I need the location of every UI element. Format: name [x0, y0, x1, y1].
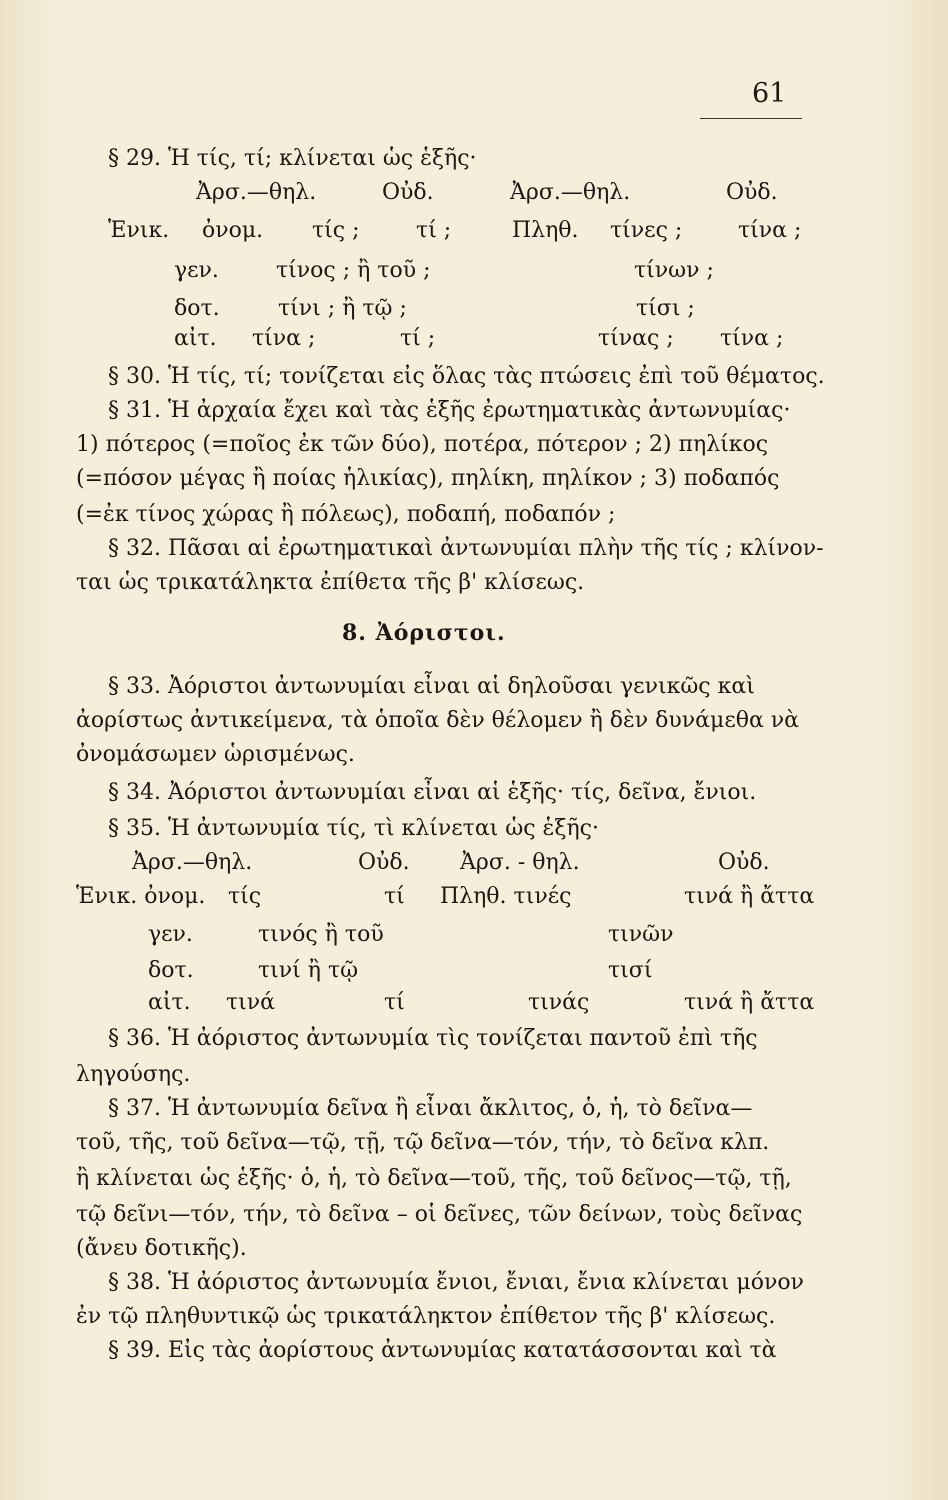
table2-cell: Πληθ. τινές	[440, 884, 572, 909]
table1-cell: Ἑνικ.	[108, 218, 170, 243]
table2-cell: τινός ἢ τοῦ	[258, 922, 384, 947]
table1-cell: γεν.	[174, 258, 219, 283]
paragraph-33-line-1: § 33. Ἀόριστοι ἀντωνυμίαι εἶναι αἱ δηλοῦσαι γενικῶς καὶ	[108, 674, 755, 699]
paragraph-31-line-1: § 31. Ἡ ἀρχαία ἔχει καὶ τὰς ἑξῆς ἐρωτηματικὰς ἀντωνυμίας·	[108, 398, 791, 423]
paragraph-30: § 30. Ἡ τίς, τί; τονίζεται εἰς ὅλας τὰς πτώσεις ἐπὶ τοῦ θέματος.	[108, 364, 825, 389]
table2-header-masc-fem: Ἀρσ.—θηλ.	[132, 850, 253, 875]
paragraph-33-line-2: ἀορίστως ἀντικείμενα, τὰ ὁποῖα δὲν θέλομεν ἢ δὲν δυνάμεθα νὰ	[76, 708, 800, 733]
paragraph-37-line-2: τοῦ, τῆς, τοῦ δεῖνα—τῷ, τῇ, τῷ δεῖνα—τόν, τήν, τὸ δεῖνα κλπ.	[76, 1130, 770, 1155]
paragraph-38-line-2: ἐν τῷ πληθυντικῷ ὡς τρικατάληκτον ἐπίθετον τῆς β' κλίσεως.	[76, 1304, 776, 1329]
paragraph-37-line-1: § 37. Ἡ ἀντωνυμία δεῖνα ἢ εἶναι ἄκλιτος, ὁ, ἡ, τὸ δεῖνα—	[108, 1096, 753, 1121]
table2-cell: δοτ.	[148, 958, 194, 983]
table2-header-masc-fem-plural: Ἀρσ. - θηλ.	[460, 850, 580, 875]
table1-cell: τίνες ;	[610, 218, 683, 243]
table1-cell: τί ;	[400, 326, 436, 351]
table1-cell: τί ;	[416, 218, 452, 243]
table1-cell: τίνων ;	[634, 258, 714, 283]
table1-cell: ὀνομ.	[202, 218, 264, 243]
paragraph-31-line-3: (=πόσον μέγας ἢ ποίας ἡλικίας), πηλίκη, πηλίκον ; 3) ποδαπός	[76, 466, 780, 491]
table2-header-neut-plural: Οὐδ.	[718, 850, 770, 875]
table2-cell: τινῶν	[608, 922, 674, 947]
table1-header-masc-fem-plural: Ἀρσ.—θηλ.	[510, 180, 631, 205]
paragraph-32-line-2: ται ὡς τρικατάληκτα ἐπίθετα τῆς β' κλίσεως.	[76, 570, 585, 595]
section-heading: 8. Ἀόριστοι.	[342, 620, 506, 646]
table1-cell: τίνας ;	[598, 326, 674, 351]
paragraph-31-line-4: (=ἐκ τίνος χώρας ἢ πόλεως), ποδαπή, ποδαπόν ;	[76, 502, 616, 527]
table1-cell: τίνα ;	[252, 326, 316, 351]
table1-cell: δοτ.	[174, 296, 220, 321]
table2-cell: Ἑνικ. ὀνομ.	[76, 884, 206, 909]
paragraph-39: § 39. Εἰς τὰς ἀορίστους ἀντωνυμίας κατατάσσονται καὶ τὰ	[108, 1338, 777, 1363]
table2-cell: τινάς	[528, 990, 590, 1015]
paragraph-38-line-1: § 38. Ἡ ἀόριστος ἀντωνυμία ἔνιοι, ἔνιαι, ἔνια κλίνεται μόνον	[108, 1270, 804, 1295]
page-number: 61	[752, 78, 787, 109]
table1-header-neut: Οὐδ.	[382, 180, 434, 205]
table2-cell: τί	[384, 990, 405, 1015]
paragraph-33-line-3: ὀνομάσωμεν ὡρισμένως.	[76, 742, 355, 767]
table2-cell: τινά	[226, 990, 276, 1015]
table2-cell: τίς	[228, 884, 262, 909]
table2-cell: τινί ἢ τῷ	[258, 958, 359, 983]
table1-header-neut-plural: Οὐδ.	[726, 180, 778, 205]
table2-cell: τί	[384, 884, 405, 909]
paragraph-36-line-1: § 36. Ἡ ἀόριστος ἀντωνυμία τὶς τονίζεται παντοῦ ἐπὶ τῆς	[108, 1026, 758, 1051]
paragraph-37-line-5: (ἄνευ δοτικῆς).	[76, 1236, 247, 1261]
table1-header-masc-fem: Ἀρσ.—θηλ.	[196, 180, 317, 205]
paragraph-37-line-3: ἢ κλίνεται ὡς ἑξῆς· ὁ, ἡ, τὸ δεῖνα—τοῦ, τῆς, τοῦ δεῖνος—τῷ, τῇ,	[76, 1166, 792, 1191]
table2-cell: τινά ἢ ἄττα	[684, 884, 815, 909]
table1-cell: τίνα ;	[720, 326, 784, 351]
paragraph-36-line-2: ληγούσης.	[76, 1062, 191, 1087]
table2-cell: γεν.	[148, 922, 193, 947]
paragraph-31-line-2: 1) πότερος (=ποῖος ἐκ τῶν δύο), ποτέρα, πότερον ; 2) πηλίκος	[76, 432, 769, 457]
table2-header-neut: Οὐδ.	[358, 850, 410, 875]
table1-cell: τίς ;	[312, 218, 360, 243]
table2-cell: τισί	[608, 958, 653, 983]
table1-cell: τίσι ;	[636, 296, 695, 321]
table2-cell: αἰτ.	[148, 990, 191, 1015]
paragraph-35: § 35. Ἡ ἀντωνυμία τίς, τὶ κλίνεται ὡς ἑξῆς·	[108, 816, 599, 841]
paragraph-32-line-1: § 32. Πᾶσαι αἱ ἐρωτηματικαὶ ἀντωνυμίαι πλὴν τῆς τίς ; κλίνον-	[108, 536, 824, 561]
table2-cell: τινά ἢ ἄττα	[684, 990, 815, 1015]
header-rule	[700, 118, 802, 119]
table1-cell: τίνος ; ἢ τοῦ ;	[276, 258, 431, 283]
paragraph-29: § 29. Ἡ τίς, τί; κλίνεται ὡς ἑξῆς·	[108, 146, 477, 171]
table1-cell: αἰτ.	[174, 326, 217, 351]
table1-cell: Πληθ.	[512, 218, 579, 243]
paragraph-34: § 34. Ἀόριστοι ἀντωνυμίαι εἶναι αἱ ἑξῆς· τίς, δεῖνα, ἔνιοι.	[108, 780, 757, 805]
table1-cell: τίνα ;	[738, 218, 802, 243]
paragraph-37-line-4: τῷ δεῖνι—τόν, τήν, τὸ δεῖνα – οἱ δεῖνες, τῶν δείνων, τοὺς δεῖνας	[76, 1202, 803, 1227]
table1-cell: τίνι ; ἢ τῷ ;	[278, 296, 407, 321]
